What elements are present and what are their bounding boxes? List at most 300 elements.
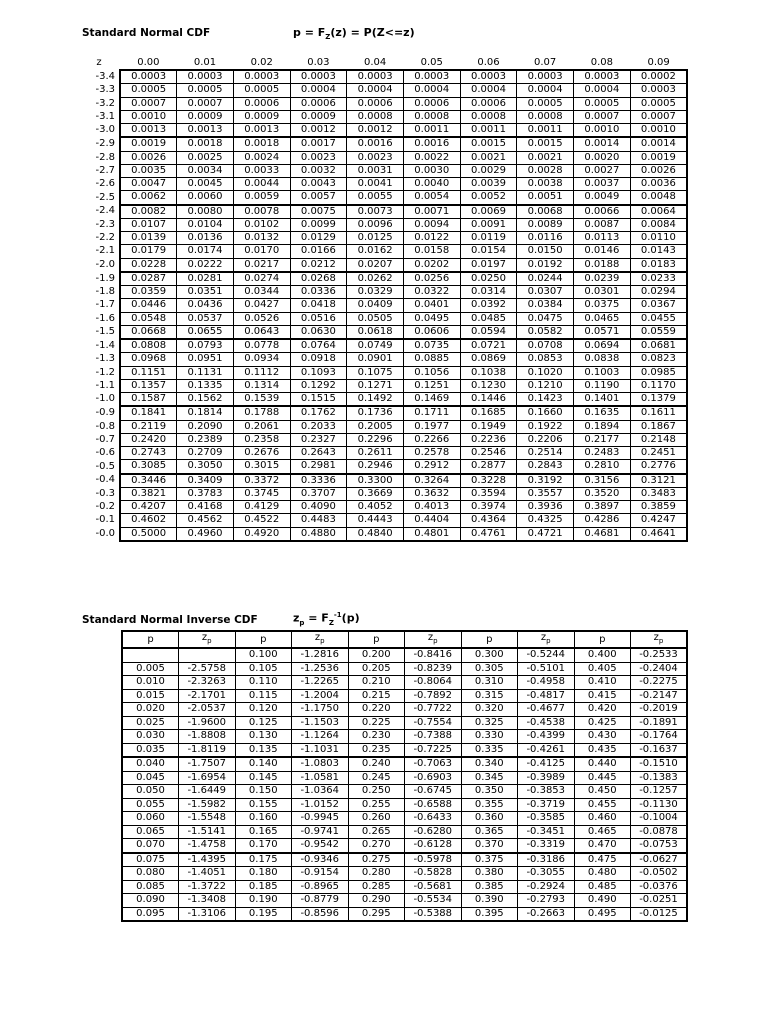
cdf-z-value: -0.7 <box>95 433 115 445</box>
cdf-probability-cell: 0.0003 <box>233 70 290 84</box>
cdf-row <box>82 97 687 110</box>
inverse-row <box>122 730 687 744</box>
cdf-probability-cell: 0.0838 <box>574 353 631 366</box>
cdf-probability-cell: 0.0026 <box>120 151 177 164</box>
cdf-probability-cell: 0.0019 <box>120 137 177 151</box>
cdf-probability-cell: 0.0047 <box>120 178 177 191</box>
inverse-z-cell: -0.8239 <box>405 662 462 676</box>
cdf-z-value: -3.4 <box>95 70 115 82</box>
cdf-probability-cell: 0.0008 <box>460 110 517 123</box>
inverse-row <box>122 907 687 921</box>
cdf-probability-cell: 0.0446 <box>120 299 177 312</box>
inverse-z-cell <box>179 648 236 662</box>
cdf-row <box>82 514 687 527</box>
inverse-p-cell: 0.350 <box>461 785 518 799</box>
cdf-z-value: -1.5 <box>95 326 115 338</box>
cdf-probability-cell: 0.0008 <box>517 110 574 123</box>
cdf-probability-cell: 0.0951 <box>177 353 234 366</box>
inverse-z-cell: -1.0581 <box>292 771 349 785</box>
cdf-probability-cell: 0.2483 <box>574 447 631 460</box>
inverse-row <box>122 798 687 812</box>
cdf-probability-cell: 0.1151 <box>120 366 177 379</box>
cdf-row <box>82 447 687 460</box>
cdf-probability-cell: 0.0170 <box>233 245 290 258</box>
inverse-z-cell: -0.3319 <box>518 839 575 853</box>
cdf-row <box>82 191 687 205</box>
inverse-z-cell: -0.2147 <box>631 689 688 703</box>
inverse-z-cell: -0.0627 <box>631 853 688 867</box>
cdf-probability-cell: 0.1469 <box>403 393 460 407</box>
cdf-probability-cell: 0.0005 <box>120 84 177 97</box>
cdf-row <box>82 70 687 84</box>
cdf-probability-cell: 0.2005 <box>347 420 404 433</box>
inverse-p-cell: 0.250 <box>348 785 405 799</box>
cdf-probability-cell: 0.0129 <box>290 232 347 245</box>
cdf-z-value: -0.5 <box>95 460 115 472</box>
cdf-row <box>82 178 687 191</box>
cdf-probability-cell: 0.0166 <box>290 245 347 258</box>
cdf-probability-cell: 0.0721 <box>460 339 517 353</box>
cdf-probability-cell: 0.0006 <box>460 97 517 110</box>
cdf-probability-cell: 0.0217 <box>233 258 290 272</box>
cdf-probability-cell: 0.1292 <box>290 379 347 392</box>
inverse-formula-sup: -1 <box>333 611 342 619</box>
inverse-z-cell: -0.1130 <box>631 798 688 812</box>
cdf-probability-cell: 0.3192 <box>517 474 574 488</box>
inverse-p-cell: 0.455 <box>574 798 631 812</box>
cdf-probability-cell: 0.0013 <box>177 124 234 138</box>
inverse-title: Standard Normal Inverse CDF <box>82 614 258 626</box>
inverse-row <box>122 894 687 908</box>
cdf-probability-cell: 0.0681 <box>630 339 687 353</box>
cdf-probability-cell: 0.0002 <box>630 70 687 84</box>
cdf-probability-cell: 0.0027 <box>574 164 631 177</box>
cdf-probability-cell: 0.3483 <box>630 487 687 500</box>
inverse-p-cell: 0.200 <box>348 648 405 662</box>
cdf-probability-cell: 0.0003 <box>290 70 347 84</box>
cdf-probability-cell: 0.2877 <box>460 460 517 474</box>
cdf-probability-cell: 0.0012 <box>347 124 404 138</box>
cdf-z-value: -0.6 <box>95 447 115 459</box>
inverse-p-cell: 0.190 <box>235 894 292 908</box>
cdf-z-value: -2.5 <box>95 191 115 203</box>
inverse-p-cell: 0.365 <box>461 825 518 839</box>
inverse-p-cell: 0.075 <box>122 853 179 867</box>
cdf-probability-cell: 0.3228 <box>460 474 517 488</box>
cdf-column-header: 0.08 <box>590 56 613 68</box>
cdf-probability-cell: 0.2810 <box>574 460 631 474</box>
inverse-row <box>122 839 687 853</box>
cdf-probability-cell: 0.0239 <box>574 272 631 286</box>
cdf-probability-cell: 0.2912 <box>403 460 460 474</box>
inverse-z-cell: -0.3585 <box>518 812 575 826</box>
cdf-probability-cell: 0.0526 <box>233 312 290 325</box>
cdf-probability-cell: 0.1190 <box>574 379 631 392</box>
cdf-probability-cell: 0.0064 <box>630 205 687 219</box>
inverse-p-cell: 0.175 <box>235 853 292 867</box>
cdf-probability-cell: 0.1762 <box>290 406 347 420</box>
inverse-p-cell: 0.210 <box>348 676 405 690</box>
cdf-row <box>82 339 687 353</box>
inverse-p-cell: 0.310 <box>461 676 518 690</box>
cdf-z-value: -2.3 <box>95 218 115 230</box>
inverse-z-cell: -1.4395 <box>179 853 236 867</box>
cdf-probability-cell: 0.0054 <box>403 191 460 205</box>
cdf-probability-cell: 0.1170 <box>630 379 687 392</box>
inverse-z-cell: -0.6903 <box>405 771 462 785</box>
inverse-p-cell: 0.295 <box>348 907 405 921</box>
cdf-column-header: 0.06 <box>477 56 500 68</box>
cdf-probability-cell: 0.3336 <box>290 474 347 488</box>
cdf-probability-cell: 0.0016 <box>403 137 460 151</box>
inverse-z-cell: -0.3186 <box>518 853 575 867</box>
cdf-probability-cell: 0.0003 <box>347 70 404 84</box>
inverse-z-cell: -0.5244 <box>518 648 575 662</box>
cdf-row <box>82 379 687 392</box>
cdf-probability-cell: 0.0037 <box>574 178 631 191</box>
inverse-z-cell: -0.4261 <box>518 743 575 757</box>
inverse-z-cell: -0.6433 <box>405 812 462 826</box>
inverse-p-cell: 0.265 <box>348 825 405 839</box>
cdf-probability-cell: 0.0256 <box>403 272 460 286</box>
inverse-column-header <box>574 631 631 648</box>
cdf-probability-cell: 0.0060 <box>177 191 234 205</box>
inverse-p-cell: 0.020 <box>122 703 179 717</box>
cdf-z-value: -1.0 <box>95 393 115 405</box>
inverse-p-cell: 0.255 <box>348 798 405 812</box>
cdf-probability-cell: 0.0010 <box>574 124 631 138</box>
cdf-probability-cell: 0.2843 <box>517 460 574 474</box>
cdf-probability-cell: 0.0041 <box>347 178 404 191</box>
cdf-probability-cell: 0.0102 <box>233 218 290 231</box>
inverse-z-cell: -1.5141 <box>179 825 236 839</box>
inverse-row <box>122 880 687 894</box>
inverse-z-cell: -0.4538 <box>518 716 575 730</box>
cdf-probability-cell: 0.1357 <box>120 379 177 392</box>
cdf-probability-cell: 0.1814 <box>177 406 234 420</box>
cdf-probability-cell: 0.0485 <box>460 312 517 325</box>
cdf-probability-cell: 0.0080 <box>177 205 234 219</box>
cdf-probability-cell: 0.1894 <box>574 420 631 433</box>
cdf-probability-cell: 0.0048 <box>630 191 687 205</box>
cdf-probability-cell: 0.0010 <box>630 124 687 138</box>
cdf-probability-cell: 0.0044 <box>233 178 290 191</box>
cdf-probability-cell: 0.3632 <box>403 487 460 500</box>
inverse-z-cell: -0.2275 <box>631 676 688 690</box>
inverse-row <box>122 676 687 690</box>
cdf-formula-sub: Z <box>325 33 331 42</box>
inverse-z-cell: -0.3853 <box>518 785 575 799</box>
inverse-z-cell: -2.3263 <box>179 676 236 690</box>
cdf-z-value: -1.8 <box>95 286 115 298</box>
cdf-probability-cell: 0.1271 <box>347 379 404 392</box>
cdf-probability-cell: 0.0281 <box>177 272 234 286</box>
cdf-header-row <box>82 56 687 70</box>
cdf-probability-cell: 0.1112 <box>233 366 290 379</box>
cdf-z-value: -1.3 <box>95 353 115 365</box>
cdf-probability-cell: 0.4325 <box>517 514 574 527</box>
inverse-z-cell: -1.2816 <box>292 648 349 662</box>
cdf-z-value: -2.6 <box>95 178 115 190</box>
cdf-probability-cell: 0.0017 <box>290 137 347 151</box>
inverse-header-label: z <box>201 632 208 643</box>
inverse-z-cell: -1.5982 <box>179 798 236 812</box>
cdf-probability-cell: 0.1314 <box>233 379 290 392</box>
cdf-probability-cell: 0.1611 <box>630 406 687 420</box>
cdf-probability-cell: 0.0183 <box>630 258 687 272</box>
inverse-formula-pre-sub: p <box>299 618 305 627</box>
cdf-probability-cell: 0.0495 <box>403 312 460 325</box>
cdf-z-value: -1.2 <box>95 366 115 378</box>
inverse-p-cell: 0.220 <box>348 703 405 717</box>
cdf-probability-cell: 0.0116 <box>517 232 574 245</box>
inverse-p-cell: 0.245 <box>348 771 405 785</box>
inverse-p-cell: 0.135 <box>235 743 292 757</box>
cdf-z-value: -2.1 <box>95 245 115 257</box>
cdf-probability-cell: 0.0034 <box>177 164 234 177</box>
cdf-probability-cell: 0.3372 <box>233 474 290 488</box>
cdf-row <box>82 137 687 151</box>
inverse-p-cell: 0.155 <box>235 798 292 812</box>
inverse-p-cell: 0.130 <box>235 730 292 744</box>
inverse-p-cell: 0.360 <box>461 812 518 826</box>
cdf-probability-cell: 0.0099 <box>290 218 347 231</box>
cdf-probability-cell: 0.0021 <box>460 151 517 164</box>
inverse-header-label: p <box>599 633 606 645</box>
cdf-probability-cell: 0.4562 <box>177 514 234 527</box>
cdf-row <box>82 474 687 488</box>
inverse-z-cell: -0.7225 <box>405 743 462 757</box>
cdf-probability-cell: 0.0322 <box>403 286 460 299</box>
inverse-p-cell: 0.445 <box>574 771 631 785</box>
cdf-probability-cell: 0.3446 <box>120 474 177 488</box>
cdf-probability-cell: 0.0409 <box>347 299 404 312</box>
cdf-probability-cell: 0.1210 <box>517 379 574 392</box>
cdf-probability-cell: 0.0069 <box>460 205 517 219</box>
inverse-z-cell: -0.6280 <box>405 825 462 839</box>
inverse-z-cell: -0.9542 <box>292 839 349 853</box>
inverse-p-cell: 0.060 <box>122 812 179 826</box>
inverse-p-cell: 0.485 <box>574 880 631 894</box>
cdf-probability-cell: 0.0110 <box>630 232 687 245</box>
cdf-probability-cell: 0.2327 <box>290 433 347 446</box>
cdf-probability-cell: 0.0985 <box>630 366 687 379</box>
inverse-z-cell: -1.6954 <box>179 771 236 785</box>
cdf-probability-cell: 0.0014 <box>630 137 687 151</box>
inverse-z-cell: -1.1264 <box>292 730 349 744</box>
cdf-probability-cell: 0.0006 <box>403 97 460 110</box>
inverse-z-cell: -0.3719 <box>518 798 575 812</box>
cdf-probability-cell: 0.0007 <box>120 97 177 110</box>
inverse-z-cell: -0.8965 <box>292 880 349 894</box>
cdf-z-value: -0.4 <box>95 474 115 486</box>
cdf-probability-cell: 0.0853 <box>517 353 574 366</box>
inverse-z-cell: -0.8064 <box>405 676 462 690</box>
inverse-header-row <box>122 631 687 648</box>
cdf-z-value: -0.0 <box>95 527 115 539</box>
inverse-z-cell: -1.2004 <box>292 689 349 703</box>
cdf-probability-cell: 0.5000 <box>120 527 177 541</box>
cdf-probability-cell: 0.3050 <box>177 460 234 474</box>
inverse-p-cell: 0.385 <box>461 880 518 894</box>
cdf-probability-cell: 0.0192 <box>517 258 574 272</box>
inverse-p-cell: 0.380 <box>461 867 518 881</box>
cdf-probability-cell: 0.0009 <box>233 110 290 123</box>
inverse-row <box>122 771 687 785</box>
cdf-probability-cell: 0.2743 <box>120 447 177 460</box>
inverse-header-label: z <box>653 632 659 643</box>
inverse-p-cell: 0.235 <box>348 743 405 757</box>
cdf-z-value: -0.1 <box>95 514 115 526</box>
cdf-row <box>82 272 687 286</box>
cdf-probability-cell: 0.0039 <box>460 178 517 191</box>
cdf-probability-cell: 0.0013 <box>233 124 290 138</box>
cdf-probability-cell: 0.0143 <box>630 245 687 258</box>
cdf-z-value: -1.7 <box>95 299 115 311</box>
cdf-probability-cell: 0.1492 <box>347 393 404 407</box>
cdf-z-value: -2.8 <box>95 151 115 163</box>
cdf-probability-cell: 0.1922 <box>517 420 574 433</box>
inverse-header-label: z <box>540 632 547 643</box>
cdf-z-value: -1.1 <box>95 379 115 391</box>
cdf-probability-cell: 0.3745 <box>233 487 290 500</box>
cdf-probability-cell: 0.0009 <box>177 110 234 123</box>
cdf-probability-cell: 0.0516 <box>290 312 347 325</box>
inverse-z-cell: -1.0803 <box>292 757 349 771</box>
inverse-z-cell: -2.1701 <box>179 689 236 703</box>
cdf-probability-cell: 0.2420 <box>120 433 177 446</box>
inverse-z-cell: -0.2019 <box>631 703 688 717</box>
inverse-z-cell: -0.5978 <box>405 853 462 867</box>
cdf-probability-cell: 0.2148 <box>630 433 687 446</box>
inverse-z-cell: -1.5548 <box>179 812 236 826</box>
inverse-p-cell: 0.180 <box>235 867 292 881</box>
inverse-p-cell: 0.045 <box>122 771 179 785</box>
inverse-p-cell: 0.055 <box>122 798 179 812</box>
cdf-probability-cell: 0.0045 <box>177 178 234 191</box>
cdf-probability-cell: 0.0025 <box>177 151 234 164</box>
inverse-header-subscript: p <box>546 637 551 645</box>
cdf-probability-cell: 0.0091 <box>460 218 517 231</box>
cdf-probability-cell: 0.0004 <box>460 84 517 97</box>
cdf-probability-cell: 0.0934 <box>233 353 290 366</box>
cdf-probability-cell: 0.0008 <box>347 110 404 123</box>
cdf-probability-cell: 0.0207 <box>347 258 404 272</box>
cdf-probability-cell: 0.0392 <box>460 299 517 312</box>
inverse-z-cell: -0.3055 <box>518 867 575 881</box>
cdf-row <box>82 406 687 420</box>
inverse-p-cell: 0.480 <box>574 867 631 881</box>
inverse-z-cell: -0.0125 <box>631 907 688 921</box>
cdf-probability-cell: 0.0233 <box>630 272 687 286</box>
cdf-probability-cell: 0.3897 <box>574 501 631 514</box>
inverse-z-cell: -0.6128 <box>405 839 462 853</box>
cdf-probability-cell: 0.0708 <box>517 339 574 353</box>
inverse-header-subscript: p <box>320 637 325 645</box>
inverse-z-cell: -0.0376 <box>631 880 688 894</box>
cdf-probability-cell: 0.1230 <box>460 379 517 392</box>
inverse-formula-post: (p) <box>341 611 360 625</box>
cdf-probability-cell: 0.0038 <box>517 178 574 191</box>
cdf-z-value: -2.2 <box>95 232 115 244</box>
cdf-row <box>82 218 687 231</box>
cdf-probability-cell: 0.0869 <box>460 353 517 366</box>
cdf-probability-cell: 0.2514 <box>517 447 574 460</box>
cdf-probability-cell: 0.0018 <box>177 137 234 151</box>
cdf-probability-cell: 0.0274 <box>233 272 290 286</box>
inverse-z-cell: -0.1257 <box>631 785 688 799</box>
cdf-probability-cell: 0.0132 <box>233 232 290 245</box>
inverse-z-cell: -0.4399 <box>518 730 575 744</box>
cdf-probability-cell: 0.2266 <box>403 433 460 446</box>
inverse-p-cell: 0.085 <box>122 880 179 894</box>
cdf-row <box>82 460 687 474</box>
cdf-formula-pre: p = F <box>293 26 326 39</box>
cdf-probability-cell: 0.0250 <box>460 272 517 286</box>
inverse-p-cell: 0.225 <box>348 716 405 730</box>
inverse-p-cell: 0.240 <box>348 757 405 771</box>
cdf-probability-cell: 0.1635 <box>574 406 631 420</box>
cdf-column-header: 0.09 <box>647 56 670 68</box>
inverse-z-cell: -1.7507 <box>179 757 236 771</box>
cdf-probability-cell: 0.0174 <box>177 245 234 258</box>
cdf-probability-cell: 0.0158 <box>403 245 460 258</box>
inverse-z-cell: -0.2793 <box>518 894 575 908</box>
cdf-probability-cell: 0.0010 <box>120 110 177 123</box>
cdf-probability-cell: 0.1867 <box>630 420 687 433</box>
inverse-p-cell: 0.400 <box>574 648 631 662</box>
cdf-probability-cell: 0.0222 <box>177 258 234 272</box>
cdf-probability-cell: 0.1093 <box>290 366 347 379</box>
cdf-z-header: z <box>96 57 102 68</box>
cdf-probability-cell: 0.1515 <box>290 393 347 407</box>
cdf-probability-cell: 0.0668 <box>120 325 177 339</box>
cdf-probability-cell: 0.0094 <box>403 218 460 231</box>
inverse-formula-pre: z <box>293 611 300 625</box>
inverse-z-cell: -1.0152 <box>292 798 349 812</box>
cdf-row <box>82 110 687 123</box>
cdf-probability-cell: 0.4168 <box>177 501 234 514</box>
cdf-probability-cell: 0.0006 <box>290 97 347 110</box>
inverse-p-cell: 0.395 <box>461 907 518 921</box>
inverse-p-cell: 0.475 <box>574 853 631 867</box>
inverse-p-cell: 0.065 <box>122 825 179 839</box>
cdf-probability-cell: 0.2776 <box>630 460 687 474</box>
cdf-probability-cell: 0.2546 <box>460 447 517 460</box>
inverse-p-cell: 0.150 <box>235 785 292 799</box>
cdf-probability-cell: 0.2061 <box>233 420 290 433</box>
cdf-probability-cell: 0.2296 <box>347 433 404 446</box>
cdf-probability-cell: 0.0436 <box>177 299 234 312</box>
inverse-p-cell: 0.070 <box>122 839 179 853</box>
cdf-z-value: -0.9 <box>95 407 115 419</box>
inverse-z-cell: -0.2404 <box>631 662 688 676</box>
cdf-probability-cell: 0.0016 <box>347 137 404 151</box>
cdf-probability-cell: 0.0594 <box>460 325 517 339</box>
cdf-probability-cell: 0.0004 <box>290 84 347 97</box>
cdf-row <box>82 232 687 245</box>
inverse-p-cell: 0.330 <box>461 730 518 744</box>
cdf-probability-cell: 0.4247 <box>630 514 687 527</box>
cdf-probability-cell: 0.0024 <box>233 151 290 164</box>
cdf-probability-cell: 0.4641 <box>630 527 687 541</box>
inverse-p-cell: 0.390 <box>461 894 518 908</box>
cdf-probability-cell: 0.0036 <box>630 178 687 191</box>
cdf-probability-cell: 0.1736 <box>347 406 404 420</box>
inverse-row <box>122 812 687 826</box>
inverse-p-cell: 0.125 <box>235 716 292 730</box>
cdf-title: Standard Normal CDF <box>82 27 211 39</box>
